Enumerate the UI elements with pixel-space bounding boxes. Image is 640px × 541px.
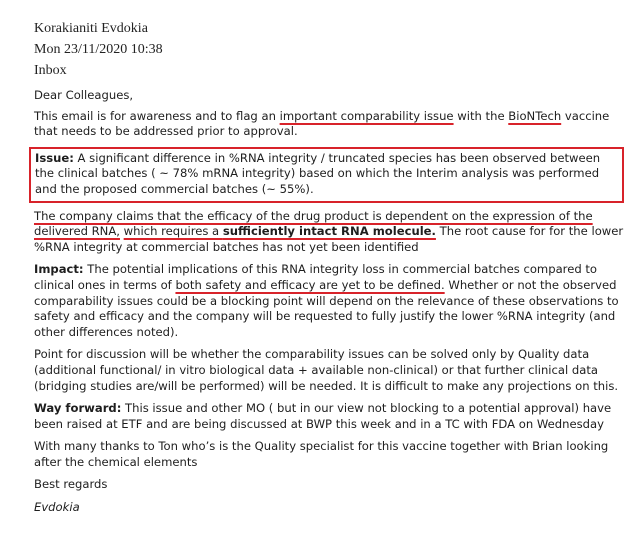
issue-paragraph: Issue: A significant difference in %RNA integrity / truncated species has been observed between the clinical batches ( ~ 78% mRNA integrity) based on which the Interim analysis was performed and the proposed commercial batches (~ 55%). xyxy=(35,150,601,196)
sender-name: Korakianiti Evdokia xyxy=(34,21,148,36)
issue-box xyxy=(29,147,624,203)
email-header xyxy=(34,18,163,81)
highlight-company-claims: The company claims that the efficacy of the drug product is dependent on the expression of the delivered RNA, xyxy=(34,208,593,239)
greeting: Dear Colleagues, xyxy=(34,88,134,102)
issue-label: Issue: xyxy=(35,150,74,165)
way-forward-label: Way forward: xyxy=(34,401,122,416)
email-date: Mon 23/11/2020 10:38 xyxy=(34,42,163,57)
signature: Evdokia xyxy=(34,500,80,515)
impact-paragraph: Impact: The potential implications of this RNA integrity loss in commercial batches compared to clinical ones in terms of both safety and efficacy are yet to be defined. Whether or not the observed comparability issues could be a blocking point will depend on the relevance of these observations to safety and efficacy and the company will be requested to fully justify the lower %RNA integrity (and other differences noted). xyxy=(34,262,619,339)
highlight-safety-efficacy: both safety and efficacy are yet to be defined. xyxy=(175,277,445,292)
closing: Best regards xyxy=(34,477,108,492)
highlight-intact-rna: which requires a sufficiently intact RNA molecule. xyxy=(123,224,436,239)
highlight-comparability-issue: important comparability issue xyxy=(279,108,454,123)
intro-paragraph: This email is for awareness and to flag an important comparability issue with the BioNTech vaccine that needs to be addressed prior to approval. xyxy=(34,108,610,139)
discussion-paragraph: Point for discussion will be whether the comparability issues can be solved only by Quality data (additional functional/ in vitro biological data + available non-clinical) or that further clinical data (bridging studies are/will be performed) will be needed. It is difficult to make any projections on this. xyxy=(34,347,619,393)
claims-paragraph: The company claims that the efficacy of the drug product is dependent on the expression of the delivered RNA, which requires a sufficiently intact RNA molecule. The root cause for for the lower %RNA integrity at commercial batches has not yet been identified xyxy=(34,208,624,254)
highlight-biontech: BioNTech xyxy=(508,108,562,123)
email-body xyxy=(34,88,624,516)
thanks-paragraph: With many thanks to Ton who’s is the Quality specialist for this vaccine together with Brian looking after the chemical elements xyxy=(34,439,609,469)
folder-label[interactable]: Inbox xyxy=(34,63,67,78)
way-forward-paragraph: Way forward: This issue and other MO ( but in our view not blocking to a potential approval) have been raised at ETF and are being discussed at BWP this week and in a TC with FDA on Wednesday xyxy=(34,401,612,431)
impact-label: Impact: xyxy=(34,262,84,277)
